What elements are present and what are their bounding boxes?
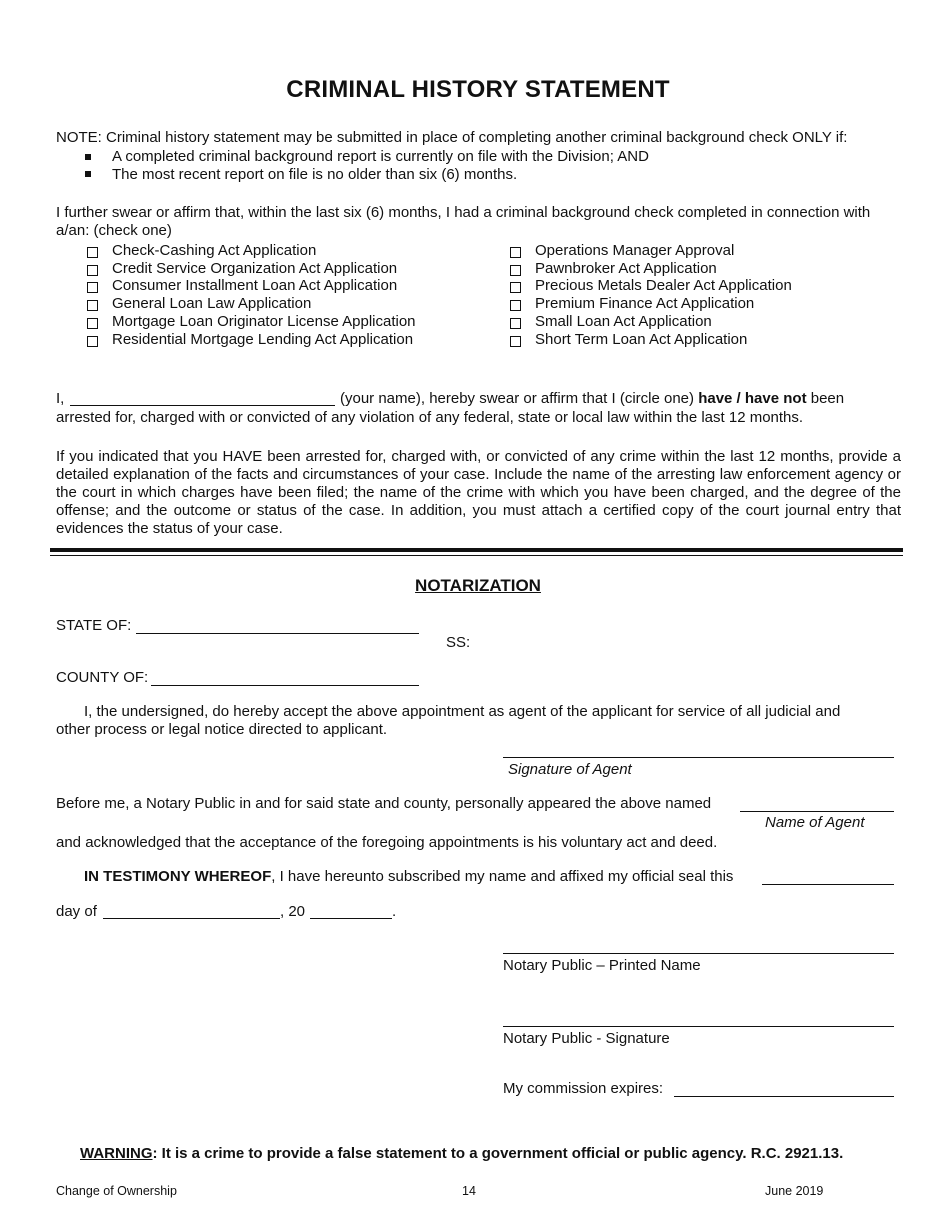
- bullet-item-2: The most recent report on file is no older than six (6) months.: [112, 166, 518, 183]
- commission-label: My commission expires:: [503, 1080, 664, 1097]
- oath-middle: (your name), hereby swear or affirm that I (circle one): [340, 390, 695, 407]
- option-label: Residential Mortgage Lending Act Application: [112, 331, 414, 348]
- checkbox-small-loan[interactable]: [510, 318, 521, 329]
- bullet-marker: [85, 171, 91, 177]
- note-text: NOTE: Criminal history statement may be submitted in place of completing another criminal background check ONLY if:: [56, 129, 848, 146]
- option-label: Short Term Loan Act Application: [535, 331, 748, 348]
- testimony-rest: , I have hereunto subscribed my name and affixed my official seal this: [271, 868, 734, 885]
- section-divider-thin: [50, 555, 903, 556]
- checkbox-pawnbroker[interactable]: [510, 265, 521, 276]
- footer-left: Change of Ownership: [56, 1184, 177, 1198]
- year-prefix: , 20: [280, 903, 306, 920]
- checkbox-mortgage-loan-originator[interactable]: [87, 318, 98, 329]
- month-field[interactable]: [103, 918, 280, 919]
- option-label: Premium Finance Act Application: [535, 295, 755, 312]
- swear-text-line1: I further swear or affirm that, within the last six (6) months, I had a criminal background check completed in connection with: [56, 204, 871, 221]
- oath-suffix: been: [810, 390, 845, 407]
- notarization-heading: NOTARIZATION: [415, 576, 541, 595]
- before-me-text: Before me, a Notary Public in and for said state and county, personally appeared the above named: [56, 795, 712, 812]
- county-label: COUNTY OF:: [56, 669, 149, 686]
- swear-text-line2: a/an: (check one): [56, 222, 172, 239]
- notary-printed-label: Notary Public – Printed Name: [503, 957, 701, 974]
- testimony-bold: IN TESTIMONY WHEREOF: [84, 868, 272, 885]
- agent-text-line2: other process or legal notice directed to applicant.: [56, 721, 388, 738]
- your-name-field[interactable]: [70, 405, 335, 406]
- checkbox-short-term-loan[interactable]: [510, 336, 521, 347]
- bullet-marker: [85, 154, 91, 160]
- notary-signature-field[interactable]: [503, 1026, 894, 1027]
- checkbox-operations-manager[interactable]: [510, 247, 521, 258]
- bullet-item-1: A completed criminal background report is currently on file with the Division; AND: [112, 148, 649, 165]
- option-label: Precious Metals Dealer Act Application: [535, 277, 792, 294]
- oath-choice[interactable]: have / have not: [698, 390, 807, 407]
- agent-text-line1: I, the undersigned, do hereby accept the above appointment as agent of the applicant for service of all judicial and: [84, 703, 841, 720]
- period: .: [392, 903, 397, 920]
- warning-label: WARNING: [80, 1145, 153, 1162]
- explanation-paragraph: If you indicated that you HAVE been arrested for, charged with, or convicted of any crime within the last 12 months, provide a detailed explanation of the facts and circumstances of your case. Include the name of the arresting law enforcement agency or the court in which charges have been filed; the name of the crime with which you have been charged, and the degree of the offense; and the outcome or status of the case. In addition, you must attach a certified copy of the court journal entry that evidences the status of your case.: [56, 448, 901, 537]
- option-label: Credit Service Organization Act Application: [112, 260, 398, 277]
- state-label: STATE OF:: [56, 617, 132, 634]
- ss-label: SS:: [446, 634, 471, 651]
- notary-printed-name-field[interactable]: [503, 953, 894, 954]
- acknowledged-text: and acknowledged that the acceptance of the foregoing appointments is his voluntary act and deed.: [56, 834, 718, 851]
- name-of-agent-field[interactable]: [740, 811, 894, 812]
- oath-line2: arrested for, charged with or convicted of any violation of any federal, state or local law within the last 12 months.: [56, 409, 804, 426]
- oath-prefix: I,: [56, 390, 65, 407]
- checkbox-general-loan[interactable]: [87, 300, 98, 311]
- option-label: Operations Manager Approval: [535, 242, 735, 259]
- checkbox-consumer-installment[interactable]: [87, 282, 98, 293]
- testimony-text: [84, 868, 733, 886]
- checkbox-premium-finance[interactable]: [510, 300, 521, 311]
- checkbox-precious-metals[interactable]: [510, 282, 521, 293]
- option-label: Pawnbroker Act Application: [535, 260, 717, 277]
- option-label: Mortgage Loan Originator License Application: [112, 313, 416, 330]
- notary-signature-label: Notary Public - Signature: [503, 1030, 670, 1047]
- page-number: 14: [462, 1184, 476, 1198]
- option-label: Check-Cashing Act Application: [112, 242, 317, 259]
- option-label: Small Loan Act Application: [535, 313, 712, 330]
- year-field[interactable]: [310, 918, 392, 919]
- checkbox-residential-mortgage[interactable]: [87, 336, 98, 347]
- warning-body: : It is a crime to provide a false statement to a government official or public agency. R.C. 2921.13.: [152, 1145, 844, 1162]
- name-of-agent-label: Name of Agent: [765, 814, 865, 831]
- option-label: Consumer Installment Loan Act Application: [112, 277, 398, 294]
- county-field[interactable]: [151, 685, 419, 686]
- checkbox-credit-service[interactable]: [87, 265, 98, 276]
- oath-text: [340, 390, 844, 408]
- checkbox-check-cashing[interactable]: [87, 247, 98, 258]
- day-of-label: day of: [56, 903, 97, 920]
- page-title: CRIMINAL HISTORY STATEMENT: [286, 76, 670, 103]
- warning-text: [80, 1145, 843, 1163]
- option-label: General Loan Law Application: [112, 295, 312, 312]
- footer-date: June 2019: [765, 1184, 824, 1198]
- section-divider: [50, 548, 903, 552]
- testimony-day-field[interactable]: [762, 884, 894, 885]
- agent-signature-field[interactable]: [503, 757, 894, 758]
- signature-agent-label: Signature of Agent: [508, 761, 632, 778]
- commission-field[interactable]: [674, 1096, 894, 1097]
- state-field[interactable]: [136, 633, 419, 634]
